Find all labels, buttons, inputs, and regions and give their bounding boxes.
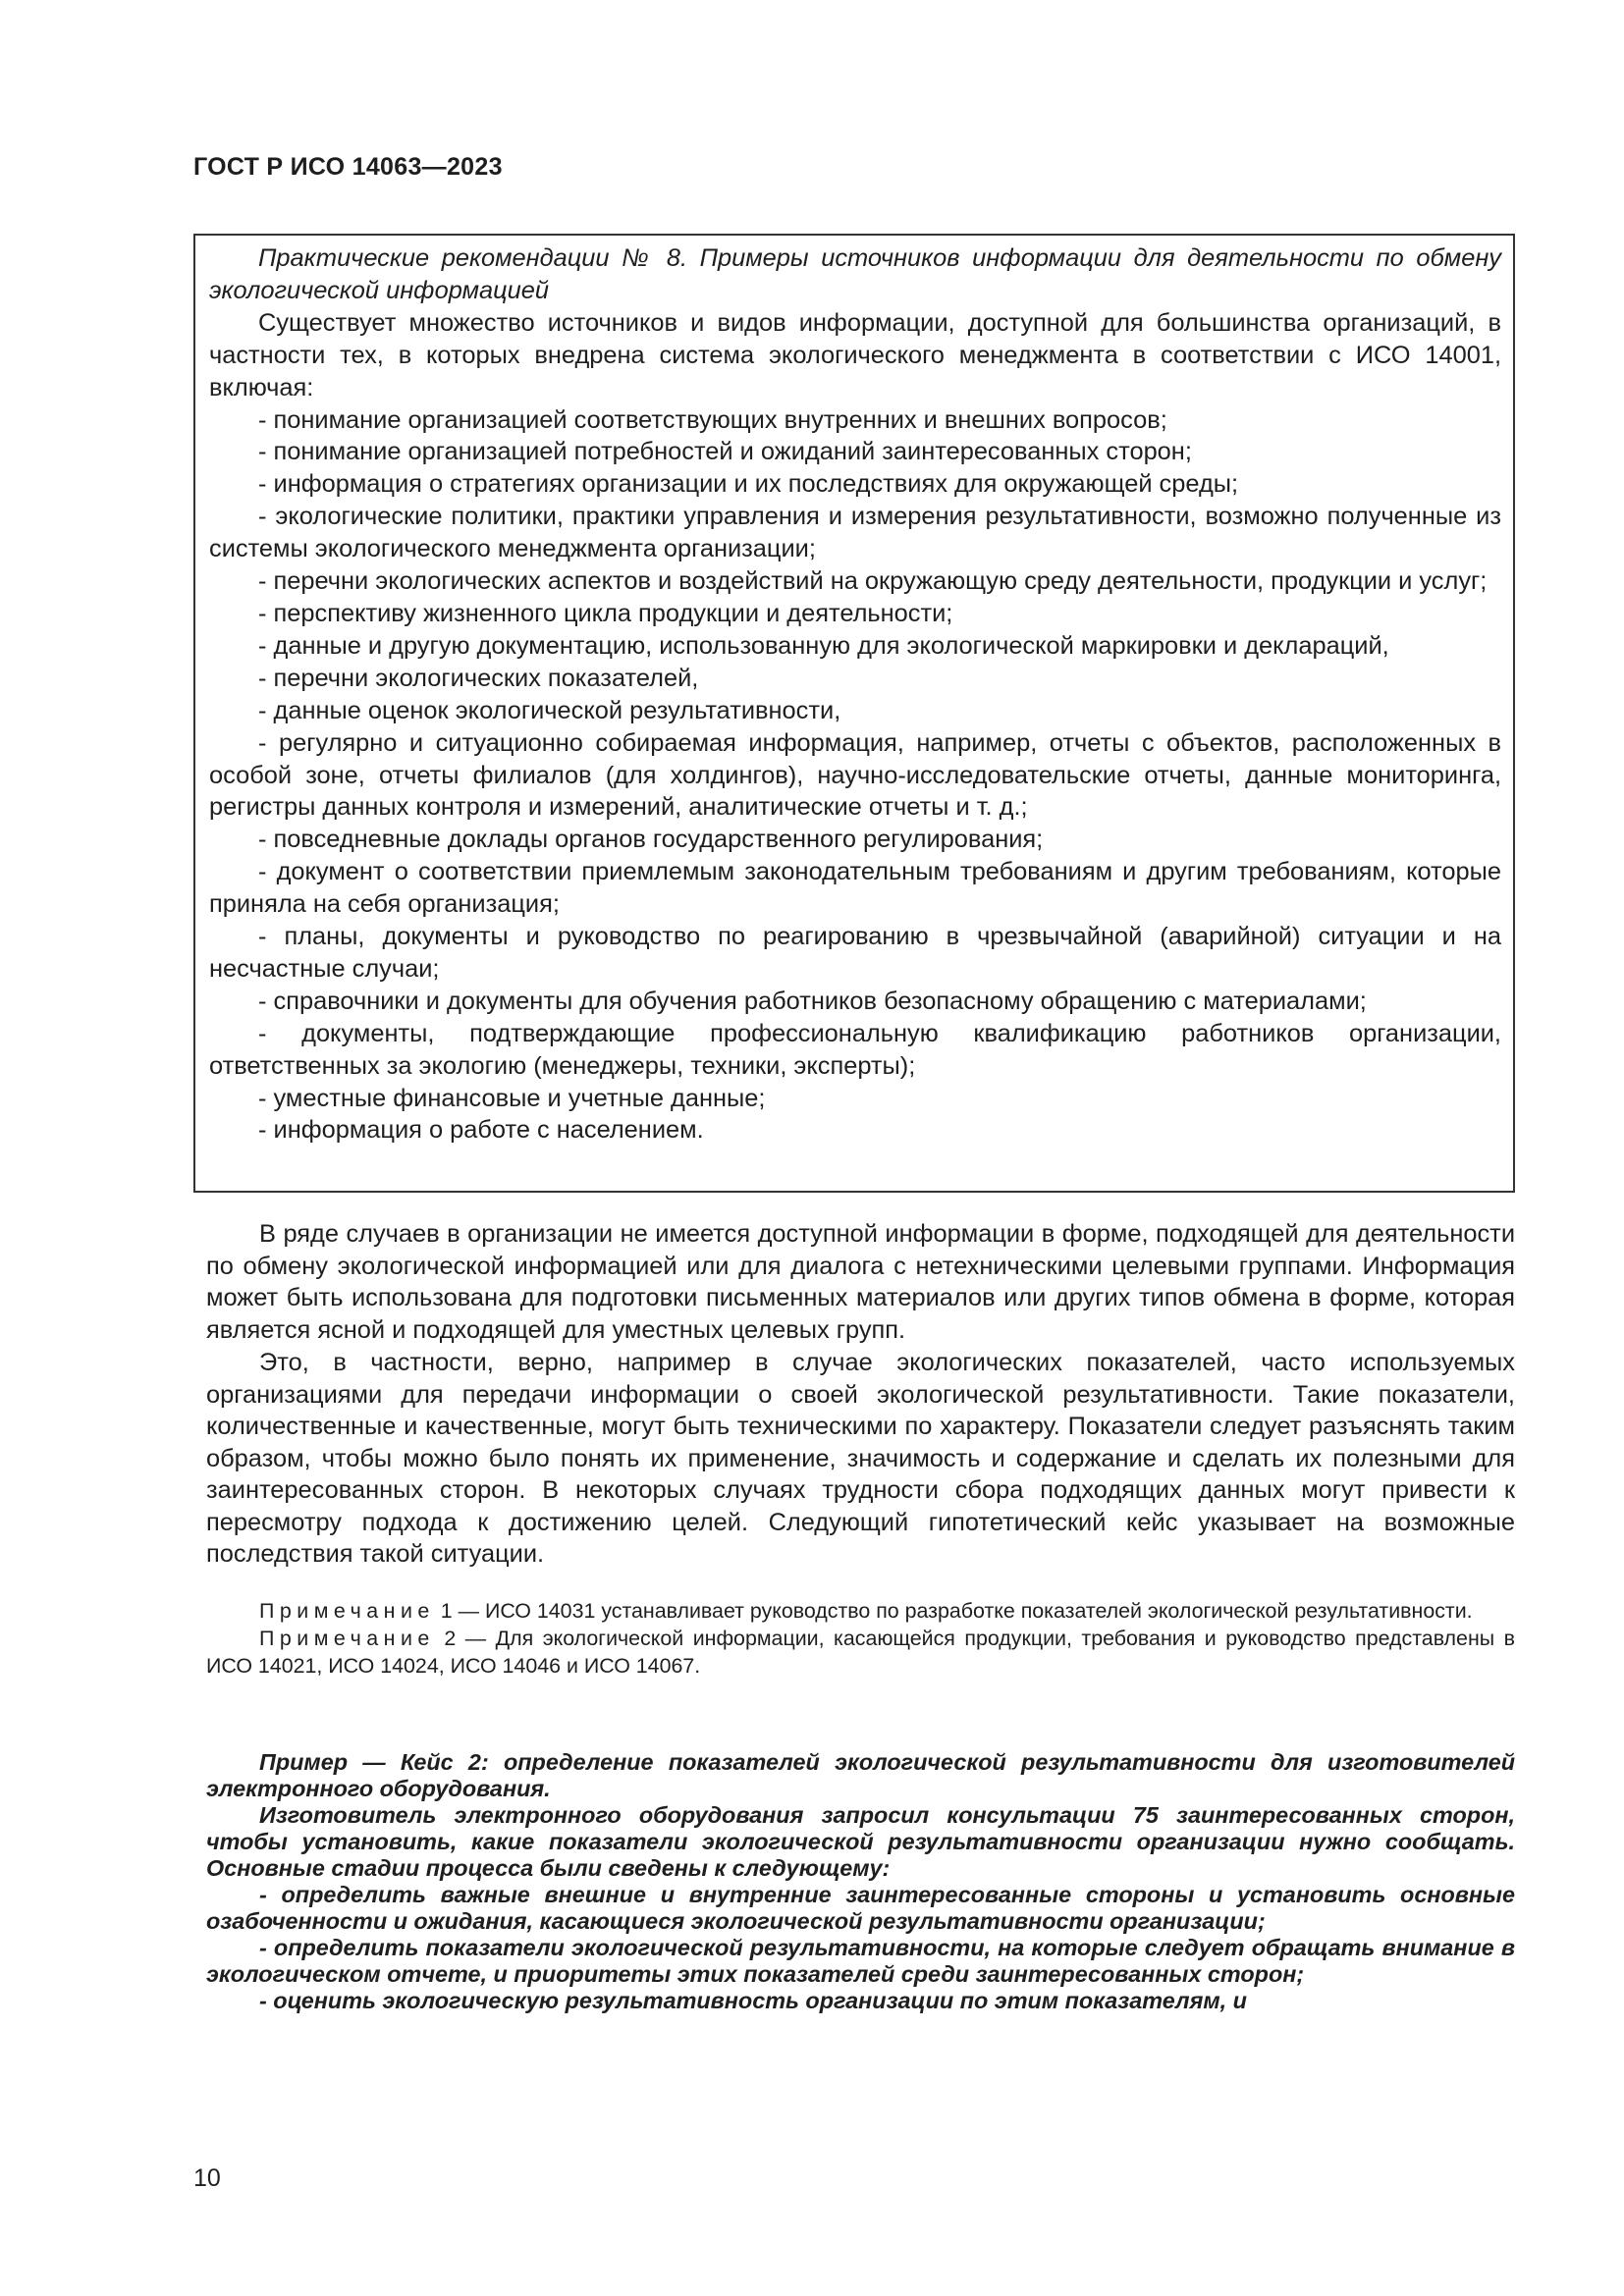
box-list-item: - справочники и документы для обучения работников безопасному обращению с материалами; <box>258 987 1367 1015</box>
box-list-item: - понимание организацией потребностей и ожиданий заинтересованных сторон; <box>258 438 1192 466</box>
box-list-item: - понимание организацией соответствующих внутренних и внешних вопросов; <box>258 405 1167 434</box>
example-list-item: - определить показатели экологической результативности, на которые следует обращать внимание в экологическом отчете, и приоритеты этих показателей среди заинтересованных сторон; <box>206 1935 1515 1987</box>
box-list-item: - повседневные доклады органов государственного регулирования; <box>258 826 1044 854</box>
box-list-item: - перспективу жизненного цикла продукции и деятельности; <box>258 599 953 627</box>
page-number: 10 <box>193 2164 221 2192</box>
box-list-item: - экологические политики, практики управления и измерения результативности, возможно полученные из системы экологического менеджмента организации; <box>209 503 1501 563</box>
note-label: Примечание <box>259 1627 435 1650</box>
body-paragraph: Это, в частности, верно, например в случае экологических показателей, часто используемых организациями для передачи информации о своей экологической результативности. Такие показатели, количественные и качественные, могут быть техническими по характеру. Показатели следует разъяснять таким образом, чтобы можно было понять их применение, значимость и содержание и сделать их полезными для заинтересованных сторон. В некоторых случаях трудности сбора подходящих данных могут привести к пересмотру подхода к достижению целей. Следующий гипотетический кейс указывает на возможные последствия такой ситуации. <box>206 1349 1515 1568</box>
box-title: Практические рекомендации № 8. Примеры источников информации для деятельности по обмену экологической информацией <box>209 244 1501 304</box>
box-list-item: - информация о работе с населением. <box>258 1116 704 1145</box>
note-label: Примечание <box>259 1599 435 1623</box>
notes-section <box>206 1597 1515 1680</box>
box-list-item: - документы, подтверждающие профессиональную квалификацию работников организации, ответственных за экологию (менеджеры, техники, эксперты); <box>209 1019 1501 1080</box>
box-list-item: - информация о стратегиях организации и их последствиях для окружающей среды; <box>258 470 1239 499</box>
practical-recommendations-box <box>193 234 1515 1193</box>
box-intro-paragraph: Существует множество источников и видов информации, доступной для большинства организаций, в частности тех, в которых внедрена система экологического менеджмента в соответствии с ИСО 14001, включая: <box>209 308 1501 401</box>
note-number: 2 <box>444 1627 457 1650</box>
box-list-item: - документ о соответствии приемлемым законодательным требованиям и другим требованиям, которые приняла на себя организация; <box>209 858 1501 919</box>
box-list-item: - перечни экологических аспектов и воздействий на окружающую среду деятельности, продукции и услуг; <box>258 567 1488 596</box>
box-list-item: - регулярно и ситуационно собираемая информация, например, отчеты с объектов, расположенных в особой зоне, отчеты филиалов (для холдингов), научно-исследовательские отчеты, данные мониторинга, регистры данных контроля и измерений, аналитические отчеты и т. д.; <box>209 728 1501 822</box>
note-number: 1 <box>440 1599 453 1623</box>
note-1 <box>206 1597 1515 1625</box>
document-header: ГОСТ Р ИСО 14063—2023 <box>193 153 503 181</box>
box-list-item: - уместные финансовые и учетные данные; <box>258 1084 766 1112</box>
note-text: — Для экологической информации, касающейся продукции, требования и руководство представлены в ИСО 14021, ИСО 14024, ИСО 14046 и ИСО 14067. <box>206 1627 1515 1678</box>
example-paragraph: Изготовитель электронного оборудования запросил консультации 75 заинтересованных сторон, чтобы установить, какие показатели экологической результативности организации нужно сообщать. Основные стадии процесса были сведены к следующему: <box>206 1802 1515 1881</box>
body-paragraph: В ряде случаев в организации не имеется доступной информации в форме, подходящей для деятельности по обмену экологической информацией или для диалога с нетехническими целевыми группами. Информация может быть использована для подготовки письменных материалов или других типов обмена в форме, которая является ясной и подходящей для уместных целевых групп. <box>206 1220 1515 1344</box>
box-list-item: - планы, документы и руководство по реагированию в чрезвычайной (аварийной) ситуации и на несчастные случаи; <box>209 923 1501 983</box>
note-2 <box>206 1625 1515 1680</box>
example-case-section <box>206 1749 1515 2014</box>
example-title: Пример — Кейс 2: определение показателей экологической результативности для изготовителей электронного оборудования. <box>206 1749 1515 1801</box>
main-body-text <box>206 1218 1515 1572</box>
example-list-item: - определить важные внешние и внутренние заинтересованные стороны и установить основные озабоченности и ожидания, касающиеся экологической результативности организации; <box>206 1882 1515 1934</box>
box-list-item: - данные оценок экологической результативности, <box>258 696 841 724</box>
example-list-item: - оценить экологическую результативность организации по этим показателям, и <box>259 1988 1247 2013</box>
box-list-item: - данные и другую документацию, использованную для экологической маркировки и деклараций, <box>258 631 1389 660</box>
note-text: — ИСО 14031 устанавливает руководство по разработке показателей экологической результативности. <box>458 1599 1473 1623</box>
box-list-item: - перечни экологических показателей, <box>258 664 699 692</box>
